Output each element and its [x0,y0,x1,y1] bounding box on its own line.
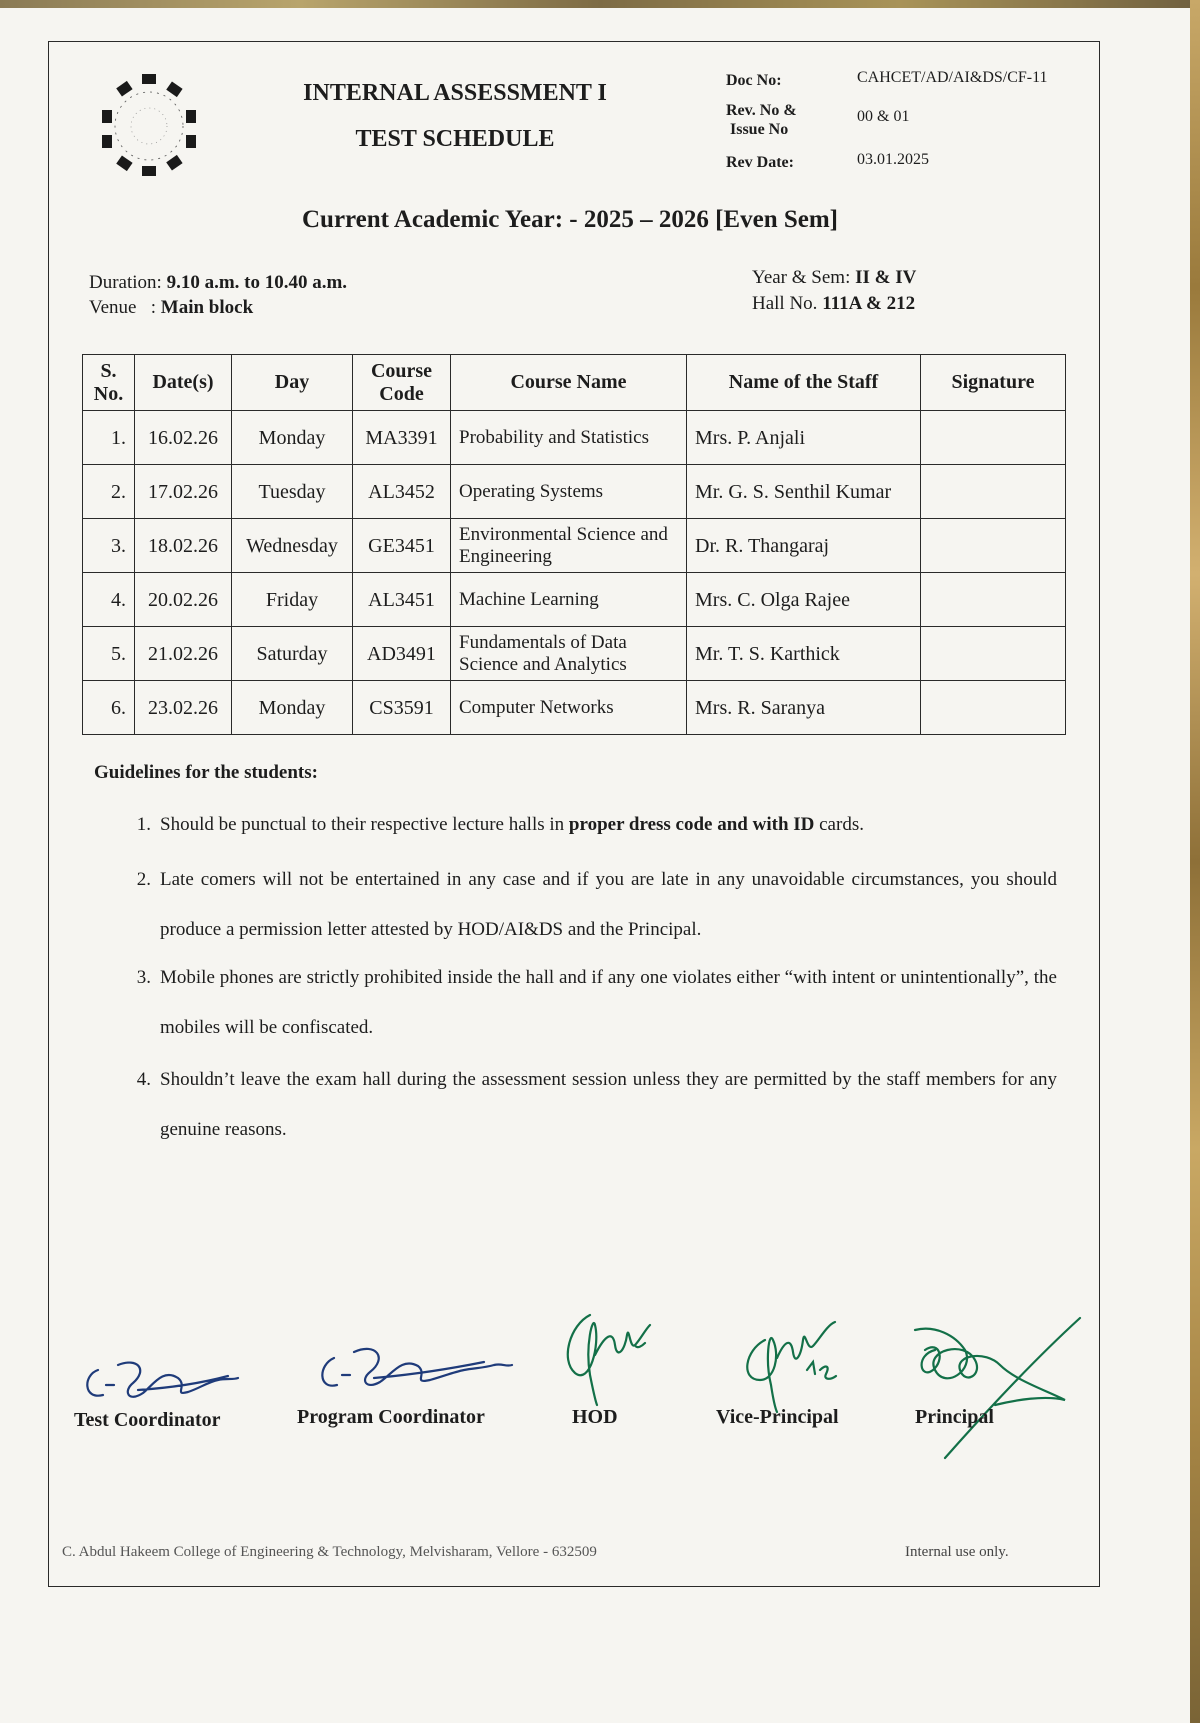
cell-signature [921,465,1066,519]
rev-no-label [726,101,797,139]
program-coordinator-signature [312,1330,522,1400]
table-row [83,465,1066,519]
guideline-text: Shouldn’t leave the exam hall during the assessment session unless they are permitted by the staff members for any genuine reasons. [160,1069,1057,1140]
hall-line [752,293,915,315]
principal-label: Principal [915,1406,994,1428]
table-row [83,411,1066,465]
doc-no-value: CAHCET/AD/AI&DS/CF-11 [857,69,1048,86]
hod-label: HOD [572,1406,618,1428]
document-title: INTERNAL ASSESSMENT I [303,80,607,106]
duration-line [89,272,347,294]
rev-no-label-line1: Rev. No & [726,102,797,119]
rev-no-label-line2: Issue No [730,121,789,138]
year-sem-label: Year & Sem: [752,267,856,288]
cell-signature [921,627,1066,681]
scan-edge-right [1190,0,1200,1723]
guideline-text: Mobile phones are strictly prohibited inside the hall and if any one violates either “with intent or unintentionally”, the mobiles will be confiscated. [160,967,1057,1038]
cell-signature [921,681,1066,735]
cell-staff: Mrs. R. Saranya [687,681,921,735]
guideline-item [127,953,1057,1053]
test-coordinator-signature [78,1340,258,1410]
guideline-item [127,855,1057,955]
col-header-sno [83,355,135,411]
vice-principal-label: Vice-Principal [716,1406,839,1428]
program-coordinator-label: Program Coordinator [297,1406,485,1428]
rev-date-value: 03.01.2025 [857,151,929,168]
college-logo-icon [98,70,202,180]
cell-date: 17.02.26 [135,465,232,519]
rev-date-label: Rev Date: [726,154,794,171]
col-header-code [353,355,451,411]
col-header-signature: Signature [921,355,1066,411]
guideline-item [127,800,1057,850]
venue-label: Venue : [89,297,161,318]
year-sem-value: II & IV [855,267,917,288]
table-row [83,519,1066,573]
col-header-staff: Name of the Staff [687,355,921,411]
cell-code: CS3591 [353,681,451,735]
guideline-text-part: cards. [814,814,864,835]
cell-staff: Mr. G. S. Senthil Kumar [687,465,921,519]
cell-sno: 1. [83,411,135,465]
document-subtitle: TEST SCHEDULE [355,126,555,152]
guidelines-heading: Guidelines for the students: [94,762,318,783]
cell-course: Computer Networks [451,681,687,735]
guideline-text-bold: proper dress code and with ID [568,814,815,835]
guideline-text [160,800,1057,850]
table-row [83,681,1066,735]
cell-date: 18.02.26 [135,519,232,573]
cell-code: MA3391 [353,411,451,465]
cell-code: AD3491 [353,627,451,681]
col-header-day: Day [232,355,353,411]
scan-edge-top [0,0,1200,8]
col-header-course: Course Name [451,355,687,411]
guideline-item [127,1055,1057,1155]
cell-course: Environmental Science and Engineering [451,519,687,573]
year-sem-line [752,267,916,289]
cell-sno: 5. [83,627,135,681]
vice-principal-signature [735,1310,855,1420]
table-header-row [83,355,1066,411]
duration-value: 9.10 a.m. to 10.40 a.m. [166,272,348,293]
col-header-date: Date(s) [135,355,232,411]
cell-day: Monday [232,681,353,735]
academic-year-heading: Current Academic Year: - 2025 – 2026 [Even Sem] [301,206,838,233]
footer-college-address: C. Abdul Hakeem College of Engineering & Technology, Melvisharam, Vellore - 632509 [62,1544,597,1560]
guideline-text-part: Should be punctual to their respective lecture halls in [160,814,569,835]
venue-line [89,297,253,319]
guideline-number: 1. [136,814,151,835]
guideline-text: Late comers will not be entertained in any case and if you are late in any unavoidable circumstances, you should produce a permission letter attested by HOD/AI&DS and the Principal. [160,869,1057,940]
cell-course: Operating Systems [451,465,687,519]
cell-day: Tuesday [232,465,353,519]
cell-date: 16.02.26 [135,411,232,465]
cell-date: 20.02.26 [135,573,232,627]
table-row [83,573,1066,627]
hall-value: 111A & 212 [822,293,916,314]
col-header-sno-line2: No. [93,382,124,405]
hall-label: Hall No. [752,293,823,314]
rev-no-value: 00 & 01 [857,108,910,125]
footer-internal-use: Internal use only. [905,1544,1009,1560]
cell-day: Wednesday [232,519,353,573]
cell-code: AL3452 [353,465,451,519]
principal-signature [905,1310,1085,1460]
cell-sno: 2. [83,465,135,519]
cell-staff: Mrs. C. Olga Rajee [687,573,921,627]
cell-staff: Dr. R. Thangaraj [687,519,921,573]
schedule-table [82,354,1066,735]
cell-day: Monday [232,411,353,465]
cell-sno: 4. [83,573,135,627]
hod-signature [555,1305,665,1415]
cell-staff: Mrs. P. Anjali [687,411,921,465]
cell-signature [921,573,1066,627]
cell-course: Fundamentals of Data Science and Analytics [451,627,687,681]
cell-code: AL3451 [353,573,451,627]
cell-date: 21.02.26 [135,627,232,681]
cell-day: Saturday [232,627,353,681]
cell-signature [921,411,1066,465]
doc-no-label: Doc No: [726,72,782,89]
cell-sno: 6. [83,681,135,735]
guideline-number: 2. [136,869,151,890]
cell-staff: Mr. T. S. Karthick [687,627,921,681]
venue-value: Main block [160,297,254,318]
cell-course: Probability and Statistics [451,411,687,465]
cell-day: Friday [232,573,353,627]
table-row [83,627,1066,681]
cell-sno: 3. [83,519,135,573]
duration-label: Duration: [89,272,167,293]
cell-code: GE3451 [353,519,451,573]
cell-course: Machine Learning [451,573,687,627]
col-header-sno-line1: S. [100,359,117,382]
col-header-code-line1: Course [370,359,433,382]
guideline-number: 4. [136,1069,151,1090]
cell-date: 23.02.26 [135,681,232,735]
guideline-number: 3. [136,967,151,988]
col-header-code-line2: Code [379,382,424,405]
test-coordinator-label: Test Coordinator [74,1409,221,1431]
cell-signature [921,519,1066,573]
